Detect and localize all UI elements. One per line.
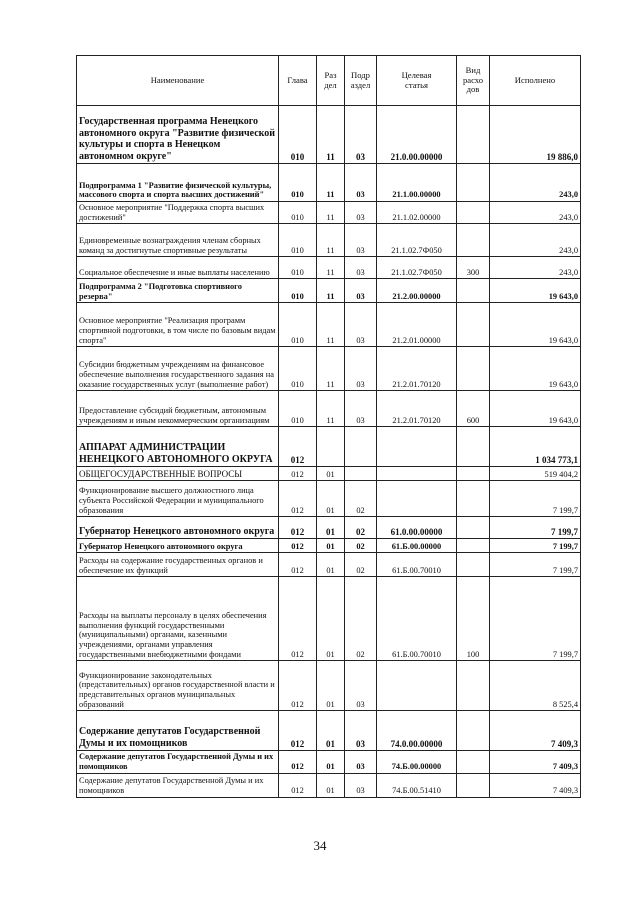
table-row [77, 257, 581, 279]
row-razdel: 11 [317, 257, 345, 279]
row-glava: 012 [279, 517, 317, 539]
row-amount: 19 643,0 [490, 303, 581, 347]
row-podrazdel: 03 [345, 661, 377, 711]
row-amount: 519 404,2 [490, 467, 581, 481]
row-article [377, 427, 457, 467]
row-razdel: 01 [317, 751, 345, 773]
row-article: 21.2.01.70120 [377, 347, 457, 391]
row-name: Содержание депутатов Государственной Думы и их помощников [77, 773, 279, 797]
row-razdel: 11 [317, 202, 345, 224]
row-name: Субсидии бюджетным учреждениям на финансовое обеспечение выполнения государственного задания на оказание государственных услуг (выполнение работ) [77, 347, 279, 391]
table-header-row [77, 56, 581, 106]
table-row [77, 517, 581, 539]
row-podrazdel: 03 [345, 279, 377, 303]
budget-document [76, 55, 580, 798]
row-razdel: 01 [317, 711, 345, 751]
table-row [77, 481, 581, 517]
table-row [77, 347, 581, 391]
row-name: Содержание депутатов Государственной Думы и их помощников [77, 711, 279, 751]
table-row [77, 661, 581, 711]
row-vid [457, 347, 490, 391]
row-glava: 012 [279, 539, 317, 553]
page-number: 34 [313, 838, 327, 853]
row-razdel: 11 [317, 279, 345, 303]
row-name: ОБЩЕГОСУДАРСТВЕННЫЕ ВОПРОСЫ [77, 467, 279, 481]
row-podrazdel: 03 [345, 391, 377, 427]
row-razdel: 11 [317, 347, 345, 391]
row-podrazdel: 03 [345, 711, 377, 751]
row-razdel: 01 [317, 577, 345, 661]
row-podrazdel [345, 467, 377, 481]
row-article: 21.2.00.00000 [377, 279, 457, 303]
row-name: Содержание депутатов Государственной Думы и их помощников [77, 751, 279, 773]
budget-table [76, 55, 581, 798]
row-glava: 012 [279, 661, 317, 711]
row-vid [457, 539, 490, 553]
row-amount: 7 199,7 [490, 553, 581, 577]
row-glava: 010 [279, 224, 317, 257]
row-amount: 243,0 [490, 202, 581, 224]
row-podrazdel: 02 [345, 553, 377, 577]
row-name: Подпрограмма 1 "Развитие физической культуры, массового спорта и спорта высших достижений" [77, 164, 279, 202]
row-razdel: 01 [317, 553, 345, 577]
row-vid [457, 106, 490, 164]
row-glava: 012 [279, 553, 317, 577]
table-body [77, 106, 581, 798]
row-glava: 012 [279, 773, 317, 797]
row-podrazdel: 03 [345, 164, 377, 202]
row-glava: 010 [279, 202, 317, 224]
row-vid [457, 517, 490, 539]
row-vid: 300 [457, 257, 490, 279]
row-glava: 012 [279, 481, 317, 517]
table-row [77, 279, 581, 303]
row-name: Губернатор Ненецкого автономного округа [77, 539, 279, 553]
row-article: 21.1.02.7Ф050 [377, 224, 457, 257]
row-glava: 010 [279, 391, 317, 427]
row-razdel [317, 427, 345, 467]
row-glava: 012 [279, 577, 317, 661]
row-glava: 010 [279, 303, 317, 347]
row-razdel: 11 [317, 224, 345, 257]
row-article: 21.1.02.7Ф050 [377, 257, 457, 279]
row-vid: 600 [457, 391, 490, 427]
row-vid [457, 202, 490, 224]
header-amount: Исполнено [490, 56, 581, 106]
row-glava: 012 [279, 467, 317, 481]
row-razdel: 01 [317, 467, 345, 481]
row-podrazdel [345, 427, 377, 467]
header-article: Целевая статья [377, 56, 457, 106]
row-name: АППАРАТ АДМИНИСТРАЦИИ НЕНЕЦКОГО АВТОНОМНОГО ОКРУГА [77, 427, 279, 467]
row-article [377, 481, 457, 517]
row-amount: 243,0 [490, 257, 581, 279]
row-glava: 010 [279, 106, 317, 164]
row-name: Функционирование высшего должностного лица субъекта Российской Федерации и муниципального образования [77, 481, 279, 517]
row-glava: 010 [279, 257, 317, 279]
row-razdel: 11 [317, 303, 345, 347]
row-amount: 7 409,3 [490, 773, 581, 797]
header-razdel: Раз дел [317, 56, 345, 106]
row-article: 61.Б.00.70010 [377, 577, 457, 661]
row-razdel: 01 [317, 773, 345, 797]
row-vid [457, 224, 490, 257]
row-vid: 100 [457, 577, 490, 661]
header-glava: Глава [279, 56, 317, 106]
row-amount: 7 409,3 [490, 711, 581, 751]
row-razdel: 01 [317, 539, 345, 553]
row-podrazdel: 03 [345, 751, 377, 773]
row-amount: 19 643,0 [490, 279, 581, 303]
row-razdel: 11 [317, 106, 345, 164]
row-amount: 243,0 [490, 224, 581, 257]
row-amount: 19 886,0 [490, 106, 581, 164]
row-vid [457, 711, 490, 751]
row-name: Социальное обеспечение и иные выплаты населению [77, 257, 279, 279]
table-row [77, 773, 581, 797]
row-name: Подпрограмма 2 "Подготовка спортивного резерва" [77, 279, 279, 303]
row-glava: 012 [279, 751, 317, 773]
row-name: Единовременные вознаграждения членам сборных команд за достигнутые спортивные результаты [77, 224, 279, 257]
row-amount: 7 199,7 [490, 577, 581, 661]
row-name: Государственная программа Ненецкого автономного округа "Развитие физической культуры и спорта в Ненецком автономном округе" [77, 106, 279, 164]
table-row [77, 427, 581, 467]
table-row [77, 202, 581, 224]
table-row [77, 303, 581, 347]
row-glava: 010 [279, 164, 317, 202]
row-article: 21.1.02.00000 [377, 202, 457, 224]
row-article: 74.Б.00.00000 [377, 751, 457, 773]
row-article: 21.2.01.00000 [377, 303, 457, 347]
row-razdel: 11 [317, 391, 345, 427]
table-row [77, 553, 581, 577]
row-vid [457, 751, 490, 773]
row-amount: 7 199,7 [490, 539, 581, 553]
row-podrazdel: 02 [345, 481, 377, 517]
row-amount: 19 643,0 [490, 391, 581, 427]
row-vid [457, 279, 490, 303]
table-row [77, 467, 581, 481]
row-glava: 012 [279, 711, 317, 751]
row-vid [457, 467, 490, 481]
row-amount: 7 199,7 [490, 481, 581, 517]
row-podrazdel: 02 [345, 517, 377, 539]
row-article [377, 467, 457, 481]
row-article: 61.Б.00.70010 [377, 553, 457, 577]
table-row [77, 577, 581, 661]
row-amount: 19 643,0 [490, 347, 581, 391]
row-podrazdel: 02 [345, 539, 377, 553]
row-article: 21.1.00.00000 [377, 164, 457, 202]
row-vid [457, 427, 490, 467]
row-glava: 010 [279, 347, 317, 391]
header-name: Наименование [77, 56, 279, 106]
row-podrazdel: 02 [345, 577, 377, 661]
table-row [77, 711, 581, 751]
row-name: Расходы на выплаты персоналу в целях обеспечения выполнения функций государственными (муниципальными) органами, казенными учреждениями, органами управления государственными внебюджетными фондами [77, 577, 279, 661]
row-article: 74.0.00.00000 [377, 711, 457, 751]
row-amount: 243,0 [490, 164, 581, 202]
table-row [77, 751, 581, 773]
table-row [77, 539, 581, 553]
row-vid [457, 164, 490, 202]
row-article [377, 661, 457, 711]
row-podrazdel: 03 [345, 303, 377, 347]
table-row [77, 391, 581, 427]
row-name: Предоставление субсидий бюджетным, автономным учреждениям и иным некоммерческим организациям [77, 391, 279, 427]
row-glava: 012 [279, 427, 317, 467]
row-razdel: 01 [317, 481, 345, 517]
row-amount: 1 034 773,1 [490, 427, 581, 467]
row-article: 21.0.00.00000 [377, 106, 457, 164]
table-row [77, 164, 581, 202]
row-razdel: 01 [317, 661, 345, 711]
row-article: 21.2.01.70120 [377, 391, 457, 427]
row-glava: 010 [279, 279, 317, 303]
header-vid: Вид расхо дов [457, 56, 490, 106]
row-razdel: 01 [317, 517, 345, 539]
row-amount: 7 199,7 [490, 517, 581, 539]
row-podrazdel: 03 [345, 202, 377, 224]
table-row [77, 224, 581, 257]
row-amount: 7 409,3 [490, 751, 581, 773]
row-article: 61.Б.00.00000 [377, 539, 457, 553]
row-name: Основное мероприятие "Поддержка спорта высших достижений" [77, 202, 279, 224]
row-podrazdel: 03 [345, 224, 377, 257]
row-name: Расходы на содержание государственных органов и обеспечение их функций [77, 553, 279, 577]
row-razdel: 11 [317, 164, 345, 202]
row-vid [457, 303, 490, 347]
row-name: Основное мероприятие "Реализация программ спортивной подготовки, в том числе по базовым видам спорта" [77, 303, 279, 347]
row-vid [457, 661, 490, 711]
row-amount: 8 525,4 [490, 661, 581, 711]
row-name: Губернатор Ненецкого автономного округа [77, 517, 279, 539]
row-podrazdel: 03 [345, 106, 377, 164]
row-podrazdel: 03 [345, 347, 377, 391]
row-article: 74.Б.00.51410 [377, 773, 457, 797]
row-vid [457, 481, 490, 517]
row-podrazdel: 03 [345, 773, 377, 797]
row-podrazdel: 03 [345, 257, 377, 279]
row-vid [457, 553, 490, 577]
row-article: 61.0.00.00000 [377, 517, 457, 539]
row-vid [457, 773, 490, 797]
header-podrazdel: Подр аздел [345, 56, 377, 106]
row-name: Функционирование законодательных (представительных) органов государственной власти и представительных органов муниципальных образований [77, 661, 279, 711]
table-row [77, 106, 581, 164]
